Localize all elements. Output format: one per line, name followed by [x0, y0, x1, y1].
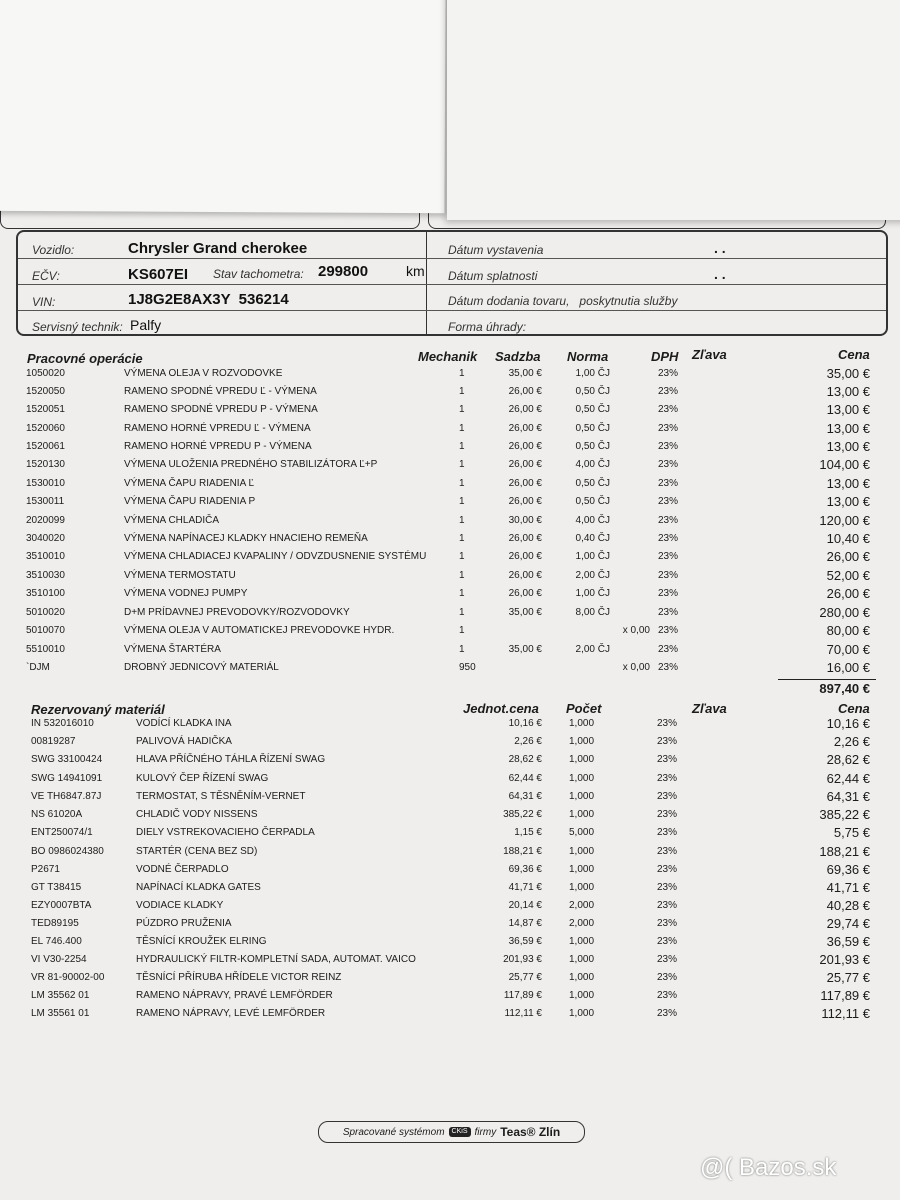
material-price: 29,74 € [826, 916, 870, 931]
material-unit-price: 20,14 € [508, 900, 542, 911]
labor-price: 26,00 € [826, 586, 870, 601]
labor-description: RAMENO HORNÉ VPREDU Ľ - VÝMENA [124, 423, 311, 434]
material-code: IN 532016010 [31, 718, 94, 729]
labor-description: VÝMENA ŠTARTÉRA [124, 644, 221, 655]
labor-price: 280,00 € [819, 605, 870, 620]
labor-code: 1050020 [26, 368, 65, 379]
labor-mechanic: 1 [459, 515, 465, 526]
material-unit-price: 62,44 € [508, 773, 542, 784]
material-description: PÚZDRO PRUŽENIA [136, 918, 232, 929]
labor-vat: 23% [658, 662, 679, 673]
material-code: ENT250074/1 [31, 827, 93, 838]
labor-vat: 23% [658, 496, 679, 507]
labor-vat: 23% [658, 607, 679, 618]
labor-code: 1520050 [26, 386, 65, 397]
material-qty: 1,000 [569, 773, 595, 784]
material-qty: 1,000 [569, 846, 595, 857]
labor-description: VÝMENA VODNEJ PUMPY [124, 588, 248, 599]
labor-code: 3510010 [26, 551, 65, 562]
material-vat: 23% [657, 972, 678, 983]
material-description: HLAVA PŘÍČNÉHO TÁHLA ŘÍZENÍ SWAG [136, 754, 326, 765]
labor-rate: 26,00 € [508, 496, 542, 507]
labor-code: 5010070 [26, 625, 65, 636]
labor-mechanic: 1 [459, 533, 465, 544]
labor-price: 80,00 € [826, 623, 870, 638]
labor-vat: 23% [658, 588, 679, 599]
overlapping-paper-right [447, 0, 900, 220]
material-unit-price: 69,36 € [508, 864, 542, 875]
material-code: VE TH6847.87J [31, 791, 102, 802]
tacho-value: 299800 [318, 263, 369, 280]
ecv-label: EČV: [32, 269, 60, 283]
material-description: TĚSNÍCÍ KROUŽEK ELRING [136, 936, 267, 947]
labor-rate: 26,00 € [508, 423, 542, 434]
labor-norm: 0,40 ČJ [575, 533, 610, 544]
labor-code: `DJM [26, 662, 50, 673]
material-code: GT T38415 [31, 882, 82, 893]
overlapping-paper-left [0, 0, 446, 213]
labor-mechanic: 1 [459, 423, 465, 434]
material-header-zlava: Zľava [692, 701, 727, 716]
labor-discount: x 0,00 [622, 625, 650, 636]
labor-code: 3040020 [26, 533, 65, 544]
labor-vat: 23% [658, 386, 679, 397]
labor-vat: 23% [658, 515, 679, 526]
bazos-watermark: @( Bazos.sk [700, 1154, 837, 1181]
labor-mechanic: 1 [459, 588, 465, 599]
tacho-label: Stav tachometra: [213, 267, 304, 281]
labor-norm: 4,00 ČJ [575, 459, 610, 470]
material-price: 188,21 € [819, 844, 870, 859]
labor-norm: 0,50 ČJ [575, 496, 610, 507]
material-code: EL 746.400 [31, 936, 82, 947]
labor-vat: 23% [658, 644, 679, 655]
labor-row [0, 404, 900, 422]
material-description: TERMOSTAT, S TĚSNĚNÍM-VERNET [136, 791, 306, 802]
footer-software-credit [318, 1121, 585, 1143]
labor-rate: 26,00 € [508, 478, 542, 489]
labor-mechanic: 1 [459, 607, 465, 618]
material-price: 40,28 € [826, 898, 870, 913]
due-date-value: . . [714, 266, 726, 282]
material-price: 69,36 € [826, 862, 870, 877]
labor-row [0, 551, 900, 569]
material-qty: 1,000 [569, 990, 595, 1001]
labor-code: 5010020 [26, 607, 65, 618]
vehicle-value: Chrysler Grand cherokee [128, 240, 308, 257]
material-vat: 23% [657, 954, 678, 965]
material-unit-price: 201,93 € [503, 954, 542, 965]
labor-mechanic: 1 [459, 478, 465, 489]
labor-norm: 4,00 ČJ [575, 515, 610, 526]
material-qty: 1,000 [569, 1008, 595, 1019]
footer-brand: Teas® Zlín [500, 1125, 561, 1139]
labor-description: VÝMENA NAPÍNACEJ KLADKY HNACIEHO REMEŇA [124, 533, 368, 544]
material-code: TED89195 [31, 918, 79, 929]
labor-description: VÝMENA ULOŽENIA PREDNÉHO STABILIZÁTORA Ľ+P [124, 459, 378, 470]
technician-value: Palfy [130, 317, 162, 333]
labor-price: 70,00 € [826, 642, 870, 657]
labor-code: 3510100 [26, 588, 65, 599]
material-qty: 1,000 [569, 864, 595, 875]
material-unit-price: 28,62 € [508, 754, 542, 765]
labor-header-cena: Cena [838, 347, 870, 362]
labor-code: 1520061 [26, 441, 65, 452]
labor-rate: 26,00 € [508, 441, 542, 452]
material-vat: 23% [657, 882, 678, 893]
material-unit-price: 112,11 € [504, 1008, 542, 1019]
labor-norm: 0,50 ČJ [575, 478, 610, 489]
material-vat: 23% [657, 754, 678, 765]
labor-norm: 0,50 ČJ [575, 386, 610, 397]
material-code: LM 35562 01 [31, 990, 90, 1001]
labor-description: VÝMENA CHLADIACEJ KVAPALINY / ODVZDUSNENIE SYSTÉMU [124, 551, 427, 562]
labor-vat: 23% [658, 368, 679, 379]
material-unit-price: 64,31 € [508, 791, 542, 802]
material-vat: 23% [657, 1008, 678, 1019]
material-unit-price: 14,87 € [508, 918, 542, 929]
material-qty: 1,000 [569, 718, 595, 729]
material-description: PALIVOVÁ HADIČKA [136, 736, 232, 747]
labor-header-norma: Norma [567, 349, 609, 364]
material-description: DIELY VSTREKOVACIEHO ČERPADLA [136, 827, 315, 838]
material-unit-price: 117,89 € [503, 990, 542, 1001]
material-qty: 2,000 [569, 918, 595, 929]
material-price: 112,11 € [821, 1006, 870, 1021]
material-description: HYDRAULICKÝ FILTR-KOMPLETNÍ SADA, AUTOMAT. VAICO [136, 954, 416, 965]
material-vat: 23% [657, 990, 678, 1001]
material-qty: 2,000 [569, 900, 595, 911]
labor-description: D+M PRÍDAVNEJ PREVODOVKY/ROZVODOVKY [124, 607, 350, 618]
labor-price: 104,00 € [819, 457, 870, 472]
material-vat: 23% [657, 791, 678, 802]
material-price: 117,89 € [820, 988, 870, 1003]
material-vat: 23% [657, 773, 678, 784]
material-vat: 23% [657, 809, 678, 820]
labor-mechanic: 1 [459, 496, 465, 507]
labor-rate: 26,00 € [508, 588, 542, 599]
material-price: 64,31 € [826, 789, 870, 804]
material-qty: 5,000 [569, 827, 595, 838]
vehicle-label: Vozidlo: [32, 243, 75, 257]
labor-mechanic: 1 [459, 625, 465, 636]
material-description: RAMENO NÁPRAVY, PRAVÉ LEMFÖRDER [136, 990, 333, 1001]
material-description: VODNÉ ČERPADLO [136, 864, 229, 875]
labor-discount: x 0,00 [622, 662, 650, 673]
labor-row [0, 625, 900, 643]
material-unit-price: 2,26 € [514, 736, 542, 747]
labor-vat: 23% [658, 441, 679, 452]
labor-rate: 35,00 € [508, 607, 542, 618]
labor-price: 13,00 € [826, 494, 870, 509]
labor-total-line [778, 679, 876, 680]
vin-label: VIN: [32, 295, 56, 309]
labor-price: 16,00 € [826, 660, 870, 675]
material-code: VR 81-90002-00 [31, 972, 105, 983]
material-vat: 23% [657, 718, 678, 729]
labor-vat: 23% [658, 404, 679, 415]
labor-norm: 0,50 ČJ [575, 441, 610, 452]
labor-mechanic: 1 [459, 386, 465, 397]
labor-code: 3510030 [26, 570, 65, 581]
material-code: VI V30-2254 [31, 954, 87, 965]
labor-rate: 26,00 € [508, 386, 542, 397]
technician-label: Servisný technik: [32, 320, 123, 334]
material-code: P2671 [31, 864, 60, 875]
labor-code: 1530010 [26, 478, 65, 489]
ecv-value: KS607EI [128, 266, 189, 283]
material-description: KULOVÝ ČEP ŘÍZENÍ SWAG [136, 773, 269, 784]
labor-vat: 23% [658, 423, 679, 434]
labor-mechanic: 1 [459, 644, 465, 655]
labor-rate: 26,00 € [508, 459, 542, 470]
labor-price: 13,00 € [826, 439, 870, 454]
footer-middle: firmy [474, 1126, 497, 1138]
material-header-unit-price: Jednot.cena [463, 701, 539, 716]
material-row [0, 754, 900, 772]
material-row [0, 827, 900, 845]
labor-code: 1520051 [26, 404, 65, 415]
labor-mechanic: 950 [459, 662, 476, 673]
material-qty: 1,000 [569, 954, 595, 965]
labor-description: VÝMENA TERMOSTATU [124, 570, 236, 581]
material-code: NS 61020A [31, 809, 83, 820]
material-qty: 1,000 [569, 809, 595, 820]
labor-norm: 2,00 ČJ [575, 644, 610, 655]
labor-price: 10,40 € [826, 531, 870, 546]
material-price: 28,62 € [826, 752, 870, 767]
labor-header-sadzba: Sadzba [495, 349, 541, 364]
material-unit-price: 10,16 € [508, 718, 542, 729]
material-description: VODIACE KLADKY [136, 900, 224, 911]
labor-norm: 1,00 ČJ [575, 551, 610, 562]
material-qty: 1,000 [569, 972, 595, 983]
material-price: 5,75 € [833, 825, 870, 840]
tacho-unit: km [406, 263, 425, 279]
material-qty: 1,000 [569, 791, 595, 802]
material-vat: 23% [657, 918, 678, 929]
material-qty: 1,000 [569, 882, 595, 893]
material-code: 00819287 [31, 736, 76, 747]
material-vat: 23% [657, 846, 678, 857]
labor-rate: 26,00 € [508, 533, 542, 544]
labor-norm: 2,00 ČJ [575, 570, 610, 581]
material-qty: 1,000 [569, 936, 595, 947]
labor-rate: 26,00 € [508, 404, 542, 415]
vin-value: 1J8G2E8AX3Y 536214 [128, 291, 289, 308]
delivery-date-label: Dátum dodania tovaru, poskytnutia služby [448, 294, 678, 308]
material-unit-price: 25,77 € [508, 972, 542, 983]
labor-norm: 1,00 ČJ [575, 368, 610, 379]
material-vat: 23% [657, 827, 678, 838]
labor-rate: 26,00 € [508, 551, 542, 562]
labor-mechanic: 1 [459, 459, 465, 470]
labor-code: 5510010 [26, 644, 65, 655]
labor-mechanic: 1 [459, 551, 465, 562]
material-price: 41,71 € [826, 880, 870, 895]
labor-vat: 23% [658, 551, 679, 562]
labor-mechanic: 1 [459, 368, 465, 379]
labor-header-mechanik: Mechanik [418, 349, 478, 364]
issue-date-value: . . [714, 240, 726, 256]
material-price: 36,59 € [826, 934, 870, 949]
labor-norm: 8,00 ČJ [575, 607, 610, 618]
labor-vat: 23% [658, 533, 679, 544]
labor-price: 13,00 € [826, 476, 870, 491]
labor-norm: 0,50 ČJ [575, 404, 610, 415]
material-vat: 23% [657, 864, 678, 875]
labor-code: 1520060 [26, 423, 65, 434]
labor-rate: 35,00 € [508, 368, 542, 379]
labor-description: RAMENO SPODNÉ VPREDU Ľ - VÝMENA [124, 386, 317, 397]
labor-price: 120,00 € [819, 513, 870, 528]
material-unit-price: 385,22 € [503, 809, 542, 820]
material-vat: 23% [657, 736, 678, 747]
material-price: 385,22 € [819, 807, 870, 822]
labor-description: VÝMENA ČAPU RIADENIA Ľ [124, 478, 255, 489]
material-qty: 1,000 [569, 736, 595, 747]
material-code: EZY0007BTA [31, 900, 92, 911]
labor-price: 35,00 € [826, 366, 870, 381]
material-vat: 23% [657, 936, 678, 947]
labor-row [0, 588, 900, 606]
labor-description: VÝMENA CHLADIČA [124, 515, 220, 526]
material-unit-price: 36,59 € [508, 936, 542, 947]
labor-mechanic: 1 [459, 570, 465, 581]
material-code: BO 0986024380 [31, 846, 104, 857]
due-date-label: Dátum splatnosti [448, 269, 538, 283]
labor-description: VÝMENA OLEJA V ROZVODOVKE [124, 368, 283, 379]
labor-vat: 23% [658, 478, 679, 489]
labor-header-dph: DPH [651, 349, 679, 364]
material-header-qty: Počet [566, 701, 602, 716]
material-description: STARTÉR (CENA BEZ SD) [136, 846, 258, 857]
material-header-cena: Cena [838, 701, 870, 716]
labor-price: 13,00 € [826, 402, 870, 417]
labor-section-title: Pracovné operácie [27, 351, 143, 366]
labor-norm: 0,50 ČJ [575, 423, 610, 434]
material-row [0, 1008, 900, 1026]
labor-row [0, 662, 900, 680]
labor-mechanic: 1 [459, 441, 465, 452]
labor-rate: 35,00 € [508, 644, 542, 655]
labor-price: 13,00 € [826, 421, 870, 436]
material-description: NAPÍNACÍ KLADKA GATES [136, 882, 261, 893]
labor-description: VÝMENA OLEJA V AUTOMATICKEJ PREVODOVKE HYDR. [124, 625, 395, 636]
issue-date-label: Dátum vystavenia [448, 243, 544, 257]
ckis-logo-icon: CKiS [449, 1127, 471, 1137]
labor-rate: 26,00 € [508, 570, 542, 581]
labor-description: RAMENO HORNÉ VPREDU P - VÝMENA [124, 441, 312, 452]
labor-price: 13,00 € [826, 384, 870, 399]
material-description: RAMENO NÁPRAVY, LEVÉ LEMFÖRDER [136, 1008, 326, 1019]
labor-price: 26,00 € [826, 549, 870, 564]
labor-mechanic: 1 [459, 404, 465, 415]
labor-rate: 30,00 € [508, 515, 542, 526]
labor-description: VÝMENA ČAPU RIADENIA P [124, 496, 256, 507]
labor-price: 52,00 € [826, 568, 870, 583]
material-unit-price: 41,71 € [508, 882, 542, 893]
material-qty: 1,000 [569, 754, 595, 765]
material-price: 201,93 € [819, 952, 870, 967]
vehicle-info-box [16, 230, 888, 336]
material-vat: 23% [657, 900, 678, 911]
material-section-title: Rezervovaný materiál [31, 702, 165, 717]
material-price: 25,77 € [826, 970, 870, 985]
material-price: 10,16 € [826, 716, 870, 731]
labor-row [0, 496, 900, 514]
material-price: 62,44 € [826, 771, 870, 786]
payment-method-label: Forma úhrady: [448, 320, 527, 334]
labor-vat: 23% [658, 459, 679, 470]
material-description: TĚSNÍCÍ PŘÍRUBA HŘÍDELE VICTOR REINZ [136, 972, 342, 983]
material-price: 2,26 € [833, 734, 870, 749]
labor-total: 897,40 € [819, 681, 870, 696]
material-description: CHLADIČ VODY NISSENS [136, 809, 258, 820]
material-code: LM 35561 01 [31, 1008, 90, 1019]
labor-description: RAMENO SPODNÉ VPREDU P - VÝMENA [124, 404, 318, 415]
labor-vat: 23% [658, 625, 679, 636]
material-code: SWG 33100424 [31, 754, 103, 765]
footer-prefix: Spracované systémom [342, 1126, 445, 1138]
labor-description: DROBNÝ JEDNICOVÝ MATERIÁL [124, 662, 279, 673]
labor-vat: 23% [658, 570, 679, 581]
labor-norm: 1,00 ČJ [575, 588, 610, 599]
material-code: SWG 14941091 [31, 773, 103, 784]
material-unit-price: 1,15 € [514, 827, 542, 838]
labor-header-zlava: Zľava [692, 347, 727, 362]
labor-row [0, 459, 900, 477]
material-unit-price: 188,21 € [503, 846, 542, 857]
labor-code: 1520130 [26, 459, 65, 470]
labor-code: 1530011 [26, 496, 65, 507]
material-description: VODÍCÍ KLADKA INA [136, 718, 232, 729]
labor-code: 2020099 [26, 515, 65, 526]
